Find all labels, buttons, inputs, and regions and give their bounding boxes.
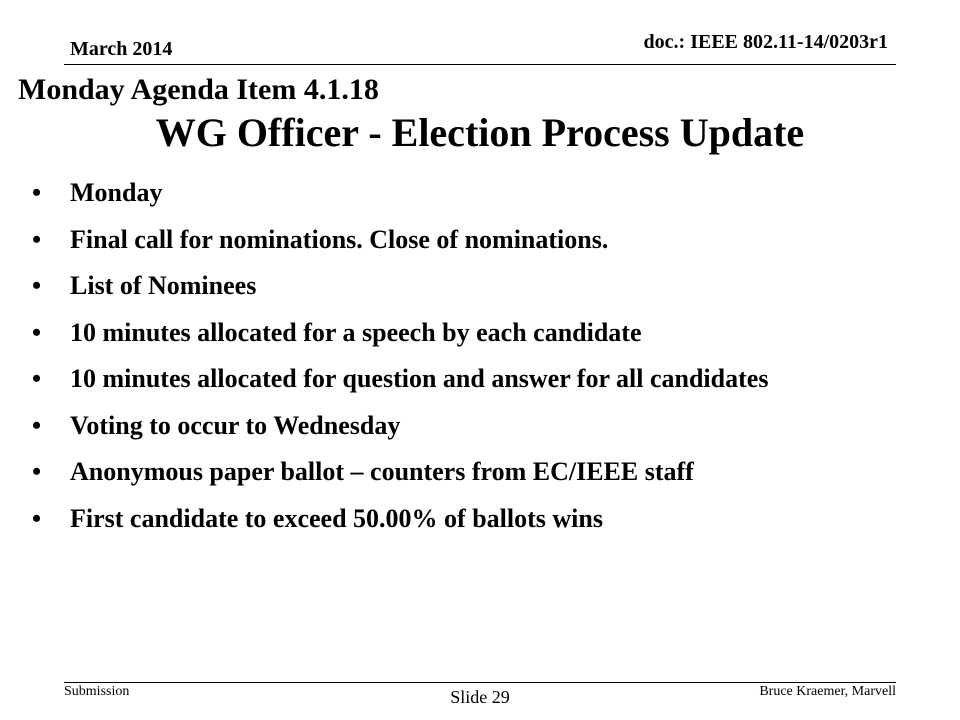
bullet-text: 10 minutes allocated for a speech by each candidate <box>70 317 642 347</box>
footer-submission: Submission <box>64 684 130 699</box>
bullet-item <box>32 356 768 403</box>
bullet-mark: • <box>32 364 42 393</box>
footer-slide-number: Slide 29 <box>450 687 510 707</box>
bullet-text: Monday <box>70 178 163 207</box>
bullet-item <box>32 403 768 450</box>
bullet-mark: • <box>32 178 42 207</box>
bullet-text: First candidate to exceed 50.00% of ballots wins <box>70 503 603 533</box>
header-date: March 2014 <box>70 38 173 60</box>
bullet-item <box>32 217 768 264</box>
bullet-item <box>32 170 768 217</box>
bullet-mark: • <box>32 410 42 440</box>
bullet-item <box>32 496 768 543</box>
bullet-text: Voting to occur to Wednesday <box>70 410 401 440</box>
footer-rule <box>64 682 896 683</box>
bullet-item <box>32 263 768 310</box>
bullet-text: List of Nominees <box>70 271 257 300</box>
bullet-text: Final call for nominations. Close of nominations. <box>70 224 609 254</box>
bullet-text: Anonymous paper ballot – counters from EC/IEEE staff <box>70 457 694 486</box>
bullet-text: 10 minutes allocated for question and answer for all candidates <box>70 364 769 393</box>
agenda-item-label: Monday Agenda Item 4.1.18 <box>18 73 379 106</box>
header-doc-id: doc.: IEEE 802.11-14/0203r1 <box>643 31 888 53</box>
bullet-list <box>32 170 768 542</box>
bullet-mark: • <box>32 457 42 486</box>
bullet-item <box>32 449 768 496</box>
bullet-mark: • <box>32 503 42 533</box>
slide-title: WG Officer - Election Process Update <box>155 110 805 155</box>
footer-author: Bruce Kraemer, Marvell <box>759 684 896 699</box>
bullet-mark: • <box>32 271 42 300</box>
header-rule <box>64 64 896 65</box>
bullet-item <box>32 310 768 357</box>
bullet-mark: • <box>32 224 42 254</box>
bullet-mark: • <box>32 317 42 347</box>
